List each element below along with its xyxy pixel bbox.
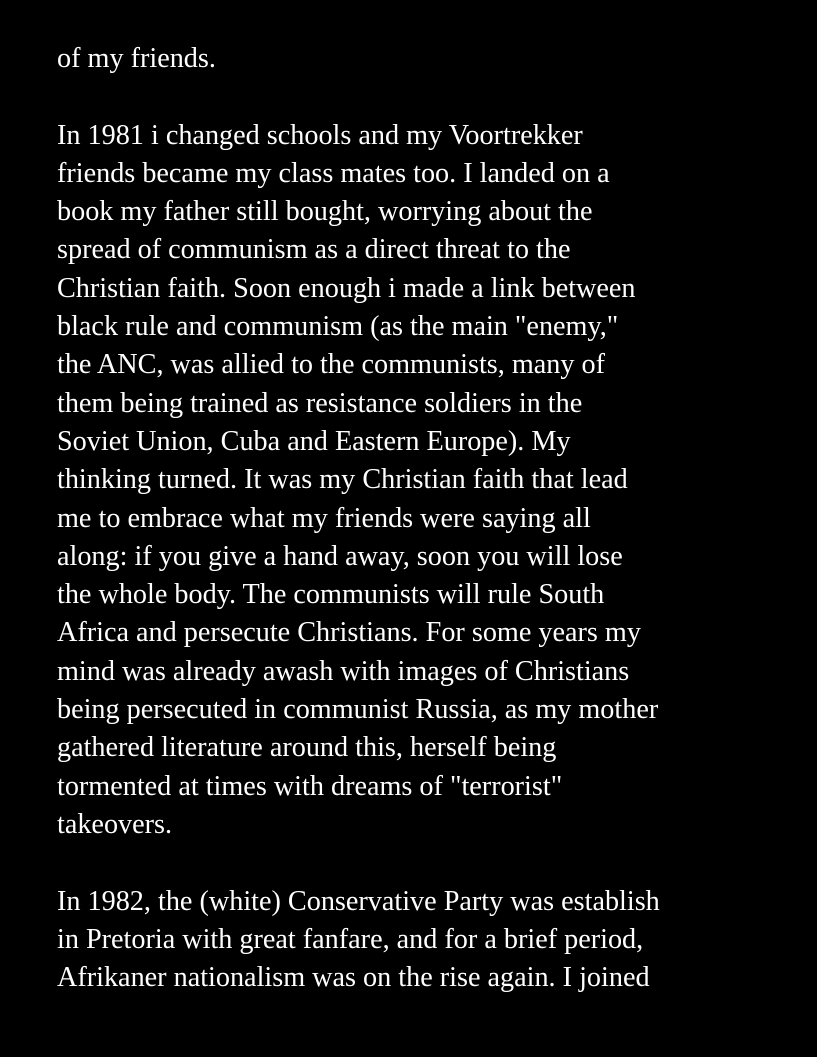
paragraph-1981 <box>57 117 797 845</box>
text-line: the whole body. The communists will rule South <box>57 579 605 611</box>
text-line: being persecuted in communist Russia, as my mother <box>57 694 659 726</box>
document-body <box>57 40 797 997</box>
text-line: along: if you give a hand away, soon you will lose <box>57 540 623 572</box>
text-line: Soviet Union, Cuba and Eastern Europe). My <box>57 425 571 457</box>
text-line: tormented at times with dreams of "terrorist" <box>57 770 563 802</box>
text-line: friends became my class mates too. I landed on a <box>57 157 610 189</box>
text-line: me to embrace what my friends were saying all <box>57 502 591 534</box>
text-line: black rule and communism (as the main "enemy," <box>57 311 619 343</box>
text-line: gathered literature around this, herself being <box>57 732 557 764</box>
text-line: of my friends. <box>57 43 216 74</box>
text-line: book my father still bought, worrying about the <box>57 196 593 228</box>
paragraph-continuation <box>57 40 797 78</box>
paragraph-1982 <box>57 883 797 998</box>
text-line: Afrikaner nationalism was on the rise again. I joined <box>57 962 650 994</box>
text-line: Africa and persecute Christians. For some years my <box>57 617 641 649</box>
text-line: In 1982, the (white) Conservative Party was establish <box>57 885 660 917</box>
text-line: spread of communism as a direct threat to the <box>57 234 571 266</box>
text-line: the ANC, was allied to the communists, many of <box>57 349 606 381</box>
text-line: them being trained as resistance soldiers in the <box>57 387 583 419</box>
text-line: thinking turned. It was my Christian faith that lead <box>57 464 628 496</box>
text-line: takeovers. <box>57 808 173 840</box>
text-line: Christian faith. Soon enough i made a link between <box>57 272 636 304</box>
paragraph-gap <box>57 78 797 116</box>
text-line: In 1981 i changed schools and my Voortrekker <box>57 119 583 151</box>
paragraph-gap <box>57 844 797 882</box>
text-line: in Pretoria with great fanfare, and for a brief period, <box>57 923 644 955</box>
text-line: mind was already awash with images of Christians <box>57 655 630 687</box>
